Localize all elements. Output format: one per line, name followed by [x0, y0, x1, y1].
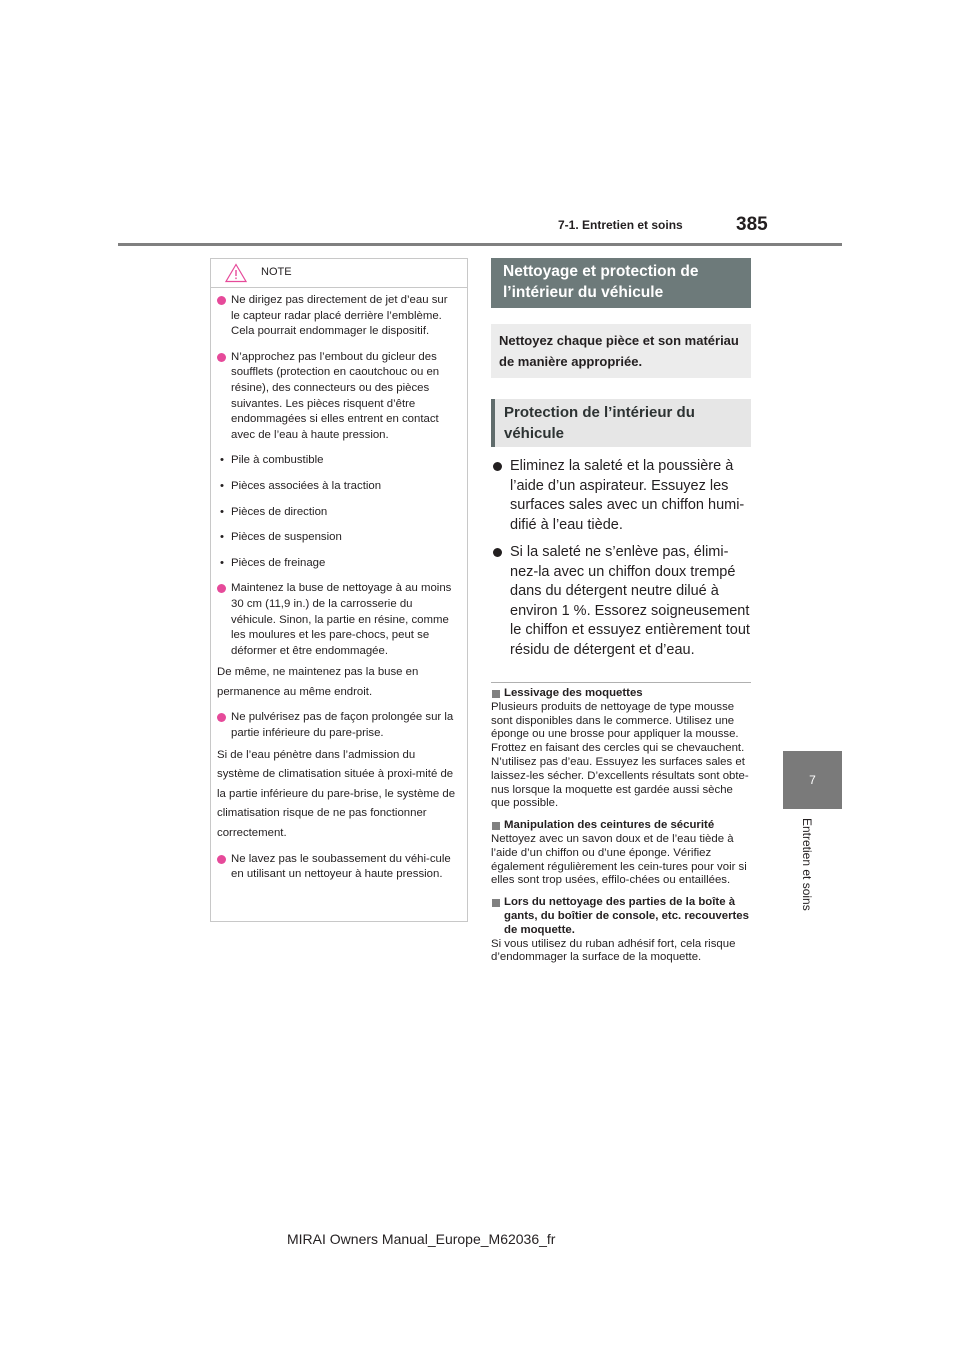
small-bullet-icon: •: [220, 454, 224, 467]
square-bullet-icon: [492, 822, 500, 830]
note-paragraph: Si de l’eau pénètre dans l’admission du système de climatisation située à proxi-mité de la partie inférieure du pare-brise, le système de climatisation risque de ne pas fonctionner correctement.: [217, 748, 456, 840]
chapter-tab[interactable]: 7: [783, 751, 842, 809]
topic-heading-text: Lessivage des moquettes: [504, 687, 643, 699]
warning-triangle-icon: [225, 263, 247, 288]
topic-text: Si vous utilisez du ruban adhésif fort, cela risque d’endommager la surface de la moquette.: [491, 937, 736, 964]
chapter-label-wrapper: [786, 818, 826, 928]
small-bullet-icon: •: [220, 505, 224, 518]
instruction-item: [491, 457, 751, 535]
note-text: Ne lavez pas le soubassement du véhi-cule en utilisant un nettoyeur à haute pression.: [231, 852, 451, 881]
note-text: Pile à combustible: [231, 454, 324, 467]
info-box: Nettoyez chaque pièce et son matériau de manière appropriée.: [491, 324, 751, 378]
note-body: [211, 288, 467, 883]
header-divider: [118, 243, 842, 246]
note-title: NOTE: [261, 266, 292, 278]
note-text: Pièces associées à la traction: [231, 479, 382, 492]
note-sub-item: [217, 505, 459, 521]
topic-heading: [491, 896, 751, 937]
small-bullet-icon: •: [220, 556, 224, 569]
note-bullet: [217, 852, 459, 883]
section-title: Nettoyage et protection de l’intérieur du véhicule: [491, 258, 751, 308]
note-text: Ne pulvérisez pas de façon prolongée sur la partie inférieure du pare-prise.: [231, 711, 454, 740]
note-bullet: [217, 350, 459, 444]
note-bullet: [217, 710, 459, 741]
note-bullet: [217, 293, 459, 340]
topic-heading-text: Lors du nettoyage des parties de la boîte à gants, du boîtier de console, etc. recouvertes de moquette.: [504, 896, 749, 936]
note-bullet: [217, 581, 459, 659]
note-header: [211, 259, 467, 288]
note-sub-item: [217, 530, 459, 546]
topic-heading: [491, 819, 751, 833]
bullet-dot-icon: [217, 296, 226, 305]
subsection-title: Protection de l’intérieur du véhicule: [491, 399, 751, 447]
note-paragraph: De même, ne maintenez pas la buse en permanence au même endroit.: [217, 666, 419, 698]
section-header: 7-1. Entretien et soins: [558, 218, 683, 232]
chapter-label: Entretien et soins: [800, 818, 814, 911]
main-column: [491, 258, 751, 973]
note-box: [210, 258, 468, 922]
divider: [491, 682, 751, 683]
page-number: 385: [736, 214, 768, 235]
topics: [491, 687, 751, 965]
bullet-dot-icon: [217, 353, 226, 362]
square-bullet-icon: [492, 690, 500, 698]
footer: MIRAI Owners Manual_Europe_M62036_fr: [287, 1231, 556, 1247]
note-text: Pièces de direction: [231, 505, 328, 518]
note-text: Pièces de freinage: [231, 556, 326, 569]
small-bullet-icon: •: [220, 479, 224, 492]
bullet-dot-icon: [217, 713, 226, 722]
note-text: Maintenez la buse de nettoyage à au moins 30 cm (11,9 in.) de la carrosserie du véhicule. Sinon, la partie en résine, comme les moulures et les pare-chocs, peut se déformer et être endommagée.: [231, 582, 452, 657]
instruction-item: [491, 543, 751, 660]
square-bullet-icon: [492, 899, 500, 907]
note-text: Ne dirigez pas directement de jet d’eau sur le capteur radar placé derrière l’emblème. Cela pourrait endommager le dispositif.: [231, 294, 448, 338]
bullet-dot-icon: [493, 548, 502, 557]
small-bullet-icon: •: [220, 531, 224, 544]
instruction-text: Eliminez la saleté et la poussière à l’aide d’un aspirateur. Essuyez les surfaces sales avec un chiffon humi-difié à l’eau tiède.: [510, 458, 745, 533]
topic-heading-text: Manipulation des ceintures de sécurité: [504, 819, 715, 832]
bullet-dot-icon: [217, 855, 226, 864]
bullet-dot-icon: [493, 462, 502, 471]
note-sub-item: [217, 453, 459, 469]
instruction-list: [491, 457, 751, 660]
topic-text: Plusieurs produits de nettoyage de type mousse sont disponibles dans le commerce. Utilisez une éponge ou une brosse pour appliquer la mousse. Frottez en faisant des cercles qui se chevauchent. N’utilisez pas d’eau. Essuyez les surfaces sales et laissez-les sécher. D’excellents résultats sont obte-nus lorsque la moquette est gardée aussi sèche que possible.: [491, 700, 749, 810]
note-sub-item: [217, 556, 459, 572]
note-text: Pièces de suspension: [231, 531, 342, 544]
instruction-text: Si la saleté ne s’enlève pas, élimi-nez-la avec un chiffon doux trempé dans du détergent neutre dilué à environ 1 %. Essorez soigneusement le chiffon et essuyez entièrement tout résidu de détergent et d’eau.: [510, 544, 750, 658]
note-sub-item: [217, 479, 459, 495]
topic-text: Nettoyez avec un savon doux et de l’eau tiède à l’aide d’un chiffon ou d’une éponge. Vérifiez également régulièrement les cein-tures pour voir si elles sont trop usées, effilo-chées ou entaillées.: [491, 832, 747, 887]
topic-heading: [491, 687, 751, 701]
note-text: N’approchez pas l’embout du gicleur des soufflets (protection en caoutchouc ou en résine), des connecteurs ou des pièces suivantes. Les pièces risquent d’être endommagées si elles entrent en contact avec de l’eau à haute pression.: [231, 350, 440, 441]
bullet-dot-icon: [217, 584, 226, 593]
